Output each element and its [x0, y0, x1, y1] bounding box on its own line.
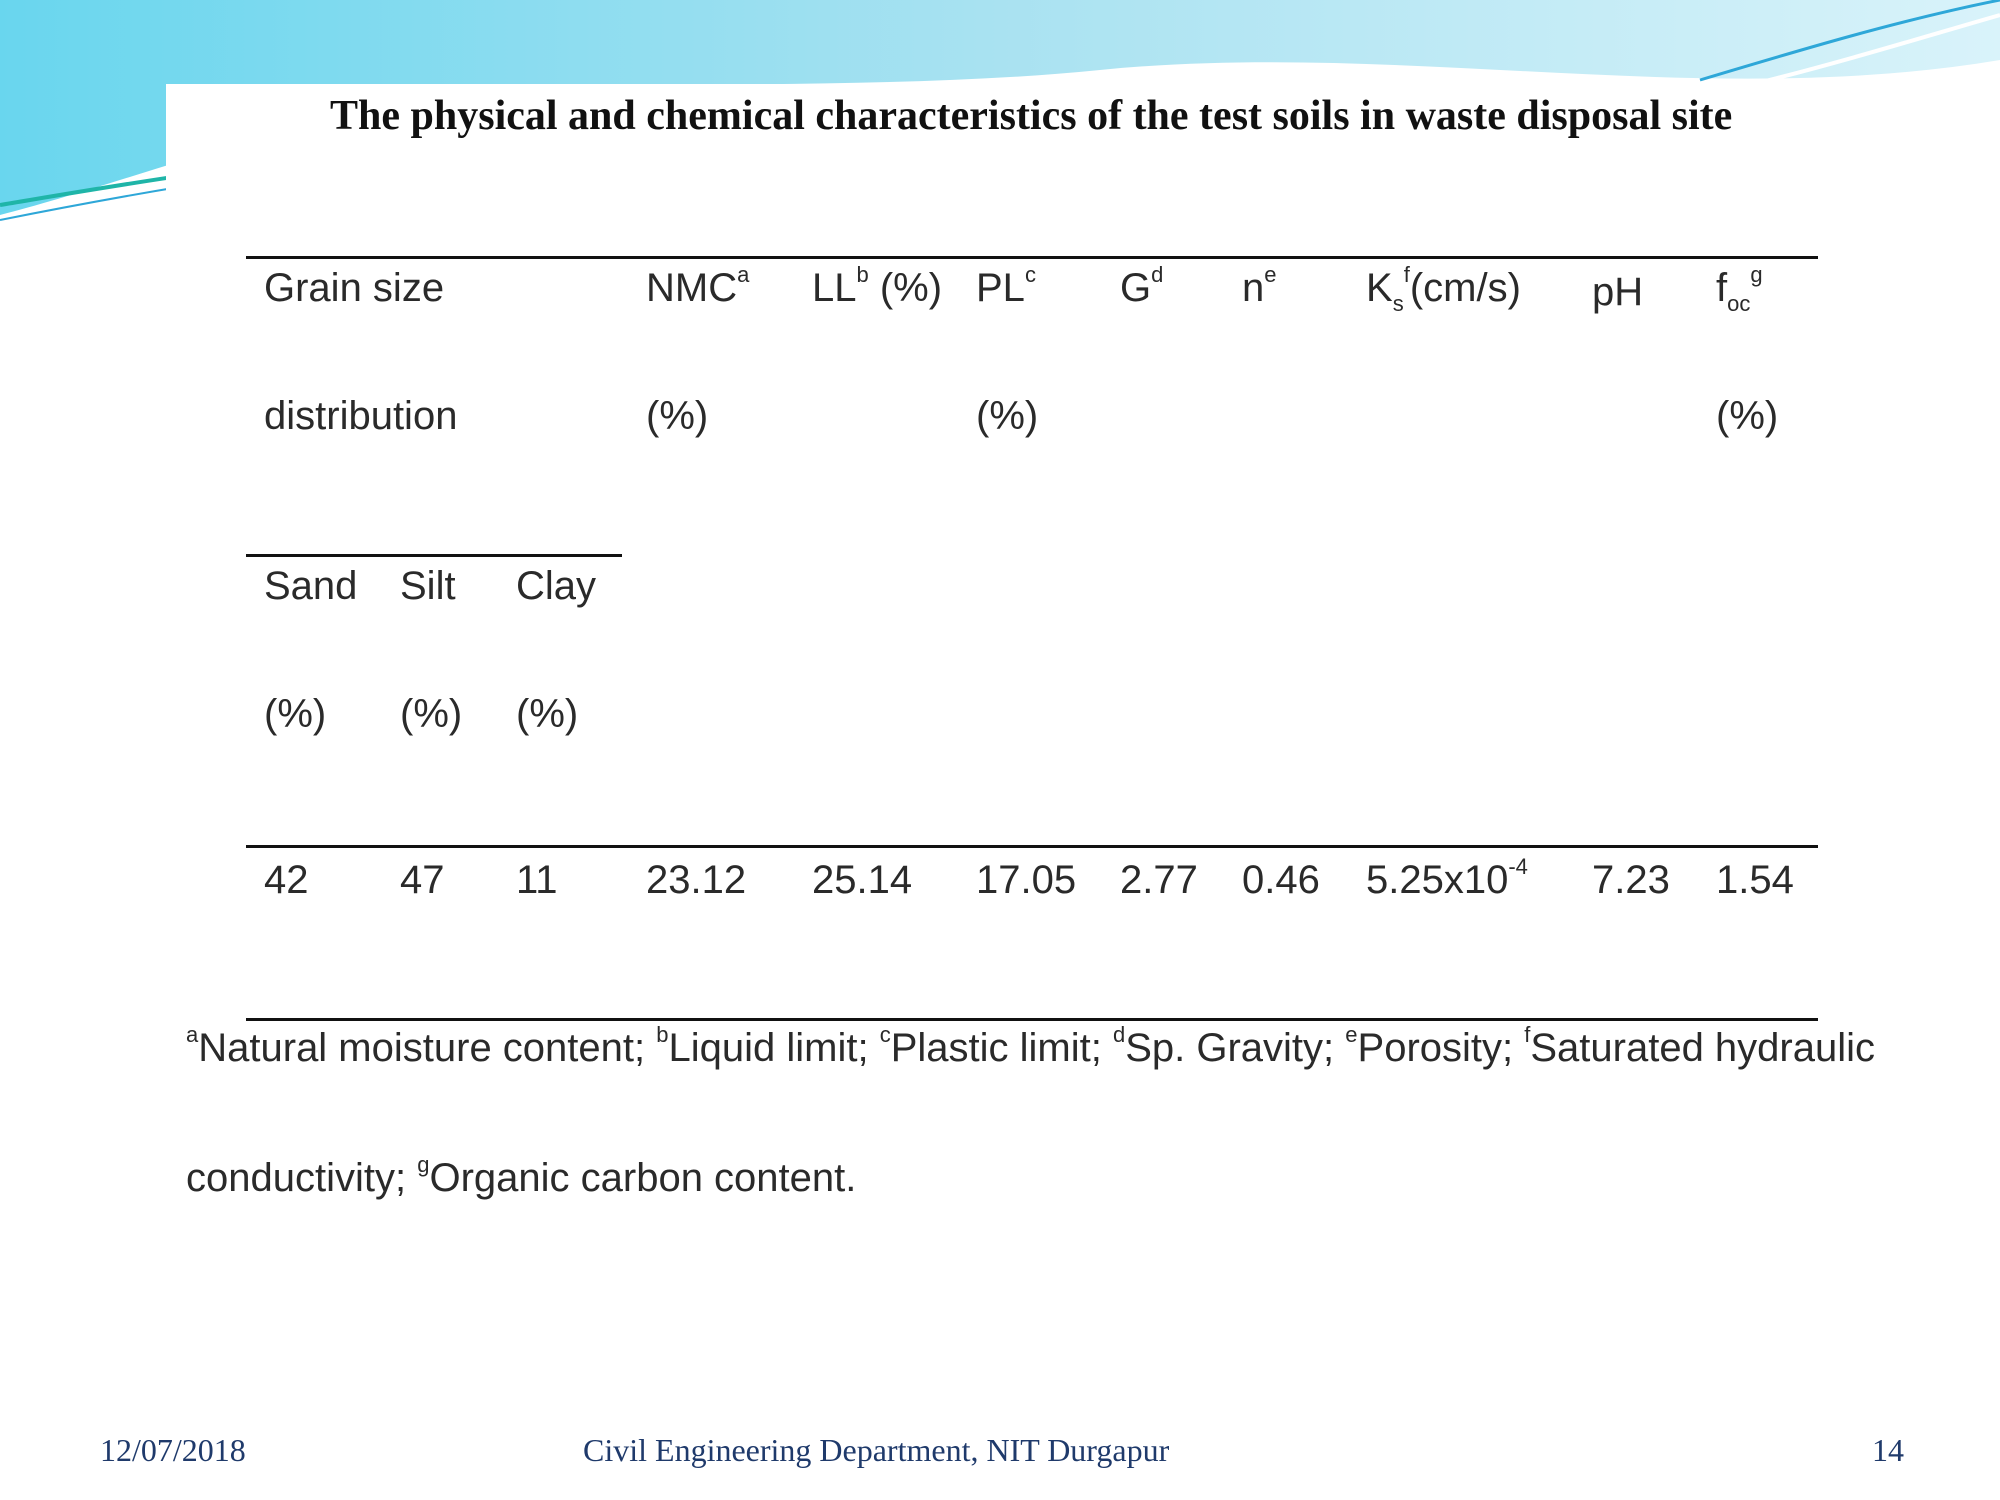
- header-nmc: [646, 262, 750, 311]
- header-distribution: distribution: [264, 394, 458, 438]
- fn-b-mark: b: [656, 1022, 669, 1047]
- fn-d-mark: d: [1112, 1022, 1126, 1047]
- header-ll: [812, 262, 943, 311]
- fn-e-mark: e: [1345, 1022, 1358, 1047]
- header-n: [1242, 262, 1277, 311]
- subheader-silt: Silt: [400, 564, 456, 608]
- cell-clay: 11: [516, 858, 558, 902]
- table-header-bottom-rule: [246, 845, 1818, 848]
- subheader-clay-unit: (%): [516, 692, 579, 736]
- fn-a-text: Natural moisture content;: [198, 1026, 657, 1070]
- header-pl: [976, 262, 1036, 311]
- cell-g: 2.77: [1120, 858, 1198, 902]
- fn-b-text: Liquid limit;: [668, 1026, 880, 1070]
- header-ll-label: LL: [812, 266, 857, 310]
- grain-size-rule: [246, 554, 622, 557]
- header-pl-sup: c: [1024, 262, 1036, 287]
- footer-date: 12/07/2018: [100, 1432, 246, 1468]
- cell-ll: 25.14: [812, 858, 913, 902]
- cell-silt: 47: [400, 858, 445, 902]
- fn-c-mark: c: [879, 1022, 891, 1047]
- slide-title: The physical and chemical characteristics of the test soils in waste disposal site: [330, 93, 1733, 139]
- fn-f-mark: f: [1524, 1022, 1531, 1047]
- cell-sand: 42: [264, 858, 309, 902]
- cell-foc: 1.54: [1716, 858, 1794, 902]
- header-ks-sub: s: [1392, 291, 1404, 316]
- header-foc: [1716, 262, 1763, 316]
- header-n-label: n: [1242, 266, 1265, 310]
- subheader-clay: Clay: [516, 564, 597, 608]
- header-pl-unit: (%): [976, 394, 1039, 438]
- fn-f-text2: conductivity;: [186, 1156, 418, 1200]
- header-nmc-label: NMC: [646, 266, 738, 310]
- subheader-silt-unit: (%): [400, 692, 463, 736]
- header-foc-label: f: [1716, 266, 1728, 310]
- subheader-sand: Sand: [264, 564, 358, 608]
- fn-c-text: Plastic limit;: [890, 1026, 1113, 1070]
- header-foc-sup: g: [1750, 262, 1763, 287]
- cell-ks-base: 5.25x10: [1366, 858, 1509, 902]
- header-nmc-unit: (%): [646, 394, 709, 438]
- fn-e-text: Porosity;: [1357, 1026, 1525, 1070]
- cell-ks: [1366, 854, 1528, 903]
- header-pl-label: PL: [976, 266, 1025, 310]
- fn-a-mark: a: [186, 1022, 199, 1047]
- footer-page-number: 14: [1872, 1432, 1904, 1468]
- header-ks: [1366, 262, 1521, 316]
- header-ph: pH: [1592, 270, 1644, 314]
- cell-ks-exp: -4: [1508, 854, 1528, 879]
- footer-department: Civil Engineering Department, NIT Durgapur: [583, 1432, 1170, 1468]
- header-ks-unit: (cm/s): [1409, 266, 1521, 310]
- header-ks-label: K: [1366, 266, 1393, 310]
- header-g-label: G: [1120, 266, 1152, 310]
- header-ll-sup: b: [856, 262, 869, 287]
- table-top-rule: [246, 256, 1818, 259]
- header-n-sup: e: [1264, 262, 1277, 287]
- cell-ph: 7.23: [1592, 858, 1670, 902]
- header-g-sup: d: [1151, 262, 1164, 287]
- fn-d-text: Sp. Gravity;: [1125, 1026, 1346, 1070]
- fn-g-text: Organic carbon content.: [429, 1156, 857, 1200]
- footnote-line-2: [186, 1152, 857, 1201]
- table-bottom-rule: [246, 1018, 1818, 1021]
- header-nmc-sup: a: [737, 262, 750, 287]
- fn-g-mark: g: [417, 1152, 430, 1177]
- header-ll-unit: (%): [868, 266, 943, 310]
- fn-f-text: Saturated hydraulic: [1530, 1026, 1876, 1070]
- header-g: [1120, 262, 1164, 311]
- subheader-sand-unit: (%): [264, 692, 327, 736]
- footnote-line-1: [186, 1022, 1876, 1071]
- cell-nmc: 23.12: [646, 858, 747, 902]
- header-foc-sub: oc: [1727, 291, 1751, 316]
- cell-n: 0.46: [1242, 858, 1320, 902]
- header-ks-sup: f: [1403, 262, 1410, 287]
- header-grain-size: Grain size: [264, 266, 445, 310]
- cell-pl: 17.05: [976, 858, 1077, 902]
- header-foc-unit: (%): [1716, 394, 1779, 438]
